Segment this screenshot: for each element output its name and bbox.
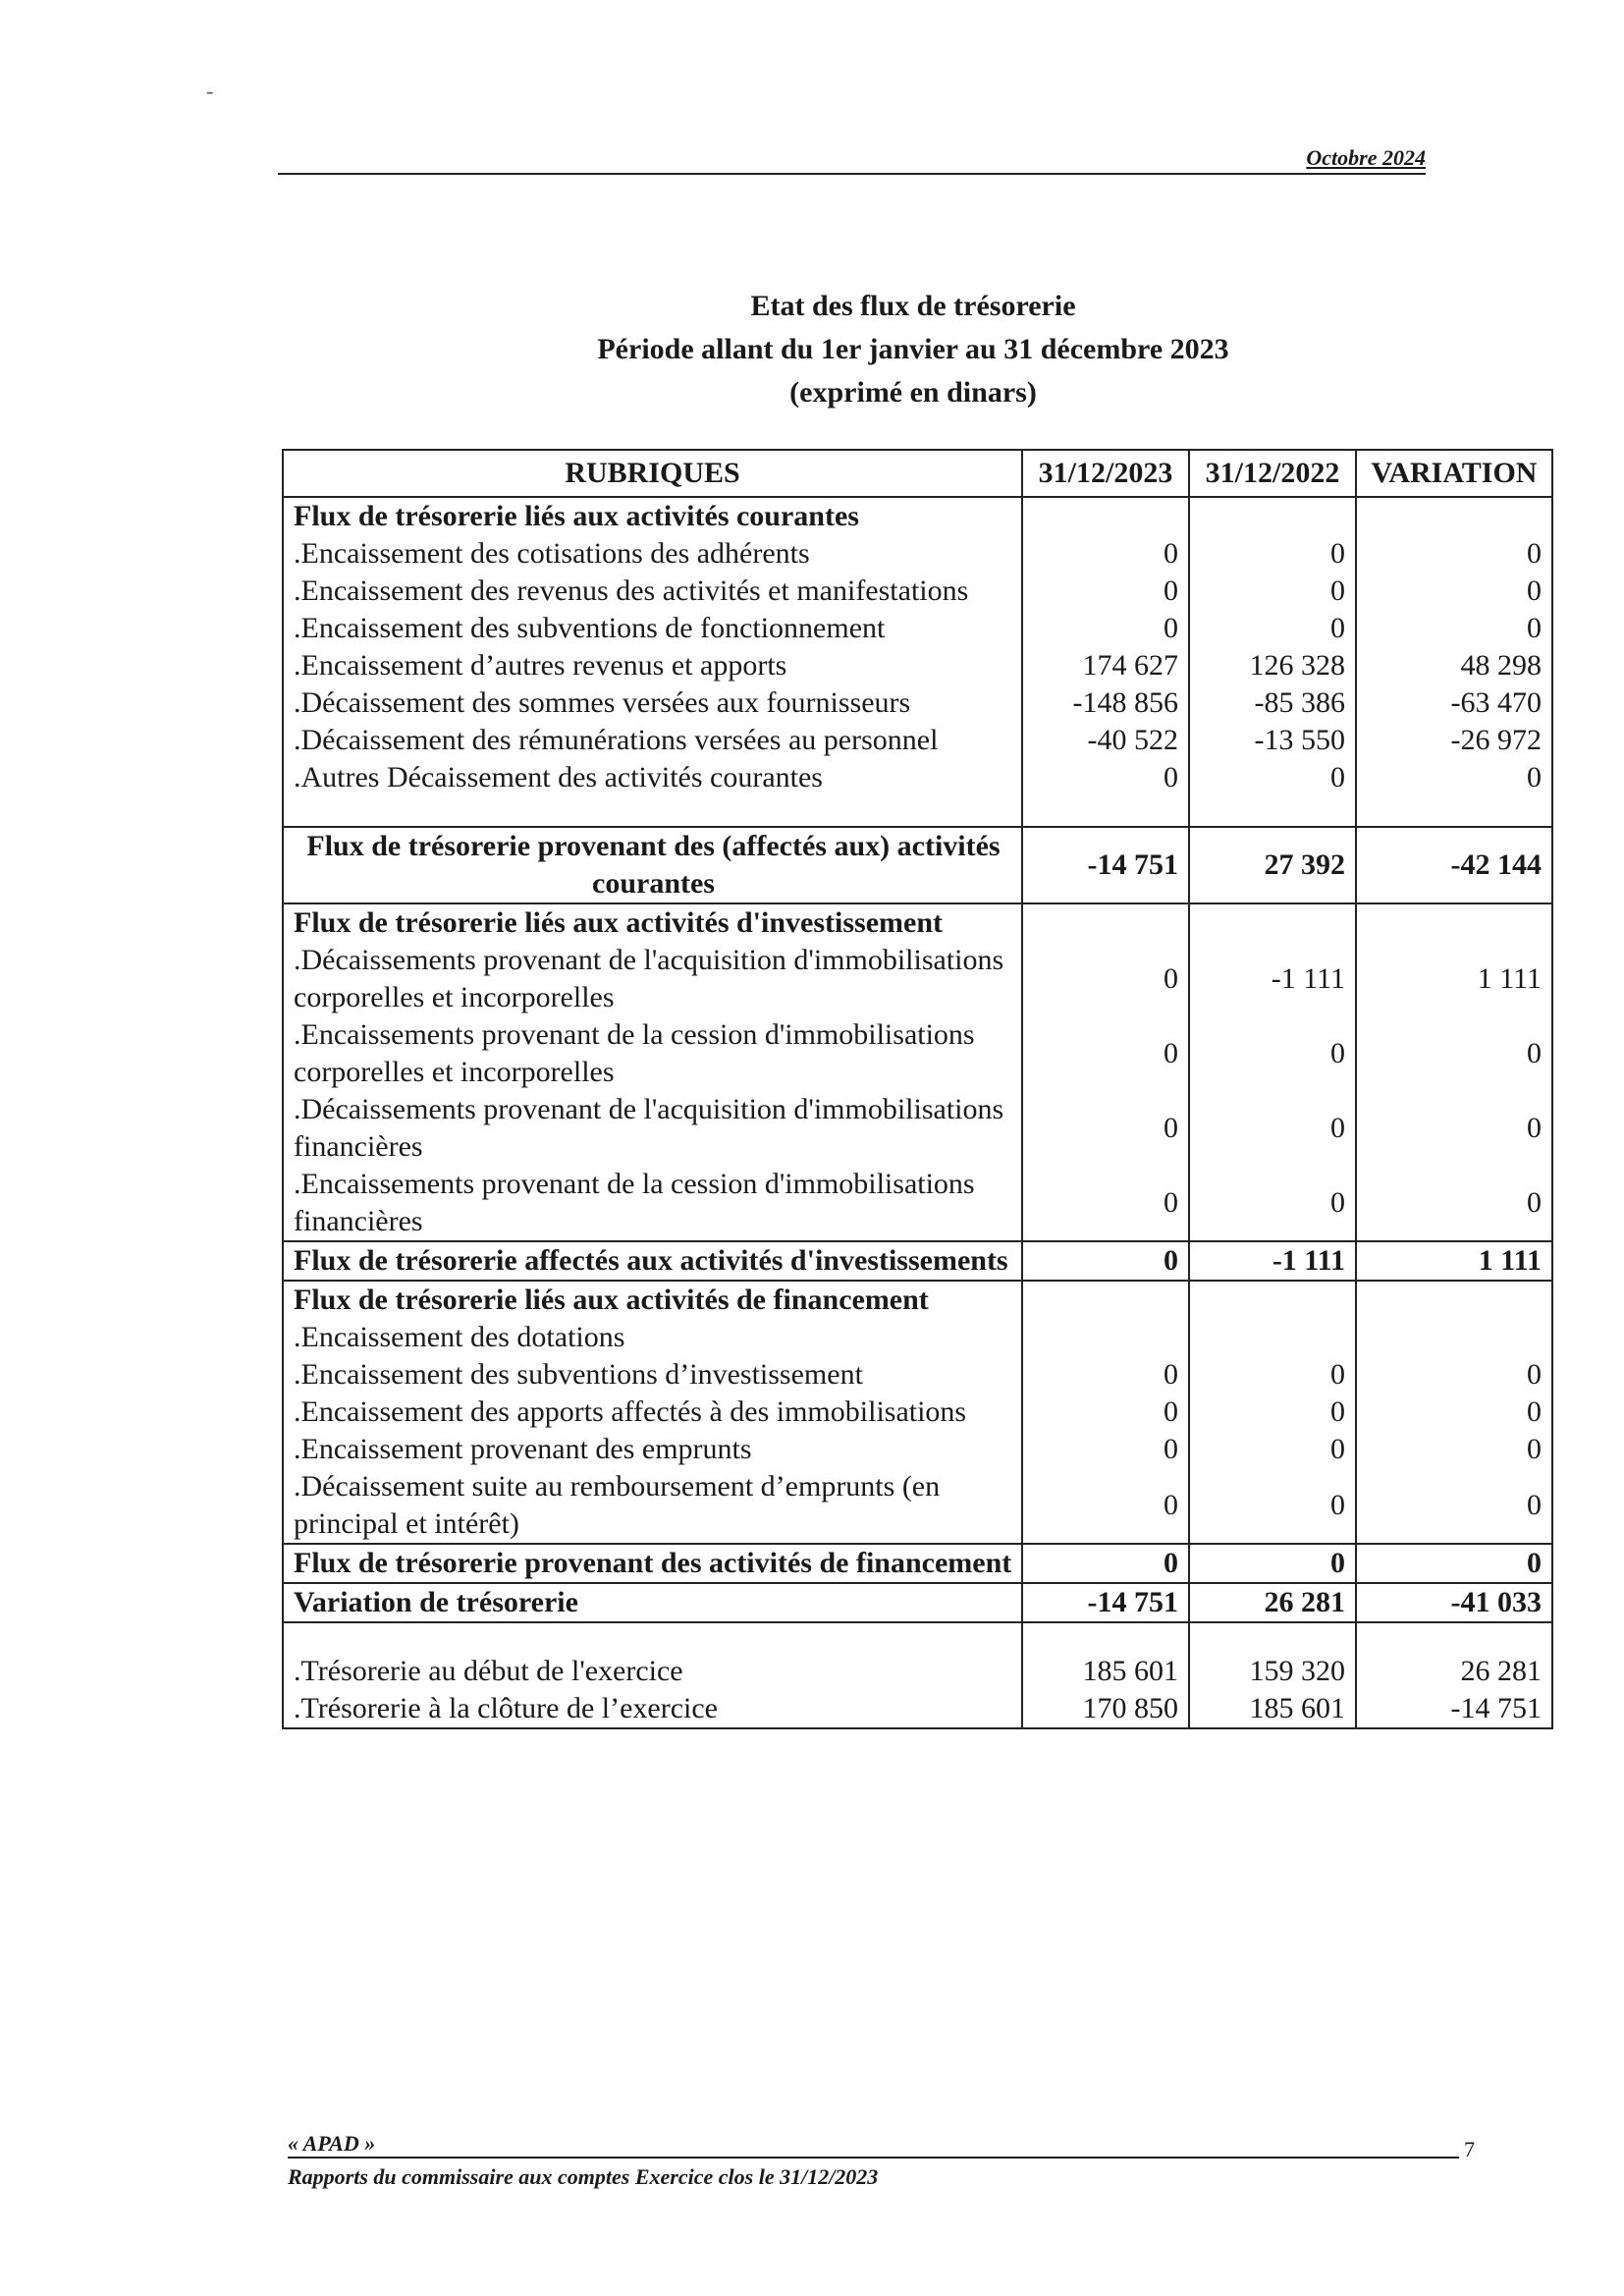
- value-2022: 0: [1189, 1431, 1356, 1468]
- value-2023: 0: [1022, 1468, 1189, 1544]
- footer-organization: « APAD »: [288, 2131, 376, 2156]
- table-row: [283, 1091, 1552, 1166]
- table-row: [283, 535, 1552, 573]
- row-label: .Encaissement provenant des emprunts: [283, 1431, 1022, 1468]
- table-row: [283, 573, 1552, 610]
- value-2023: 0: [1022, 1394, 1189, 1431]
- value-2023: 170 850: [1022, 1690, 1189, 1728]
- row-label: .Décaissement des sommes versées aux fournisseurs: [283, 684, 1022, 722]
- scan-mark: -: [206, 79, 214, 103]
- row-label: Variation de trésorerie: [283, 1583, 1022, 1622]
- spacer-row: [283, 796, 1552, 827]
- row-label: .Encaissement des subventions d’investissement: [283, 1356, 1022, 1394]
- cash-flow-table: [282, 449, 1553, 1729]
- value-2023: 0: [1022, 1091, 1189, 1166]
- value-2022: 0: [1189, 1166, 1356, 1241]
- value-2023: 0: [1022, 1431, 1189, 1468]
- value-variation: -41 033: [1356, 1583, 1552, 1622]
- table-row: [283, 722, 1552, 759]
- title-line-2: Période allant du 1er janvier au 31 décembre 2023: [597, 333, 1229, 365]
- footer-report-title: Rapports du commissaire aux comptes Exercice clos le 31/12/2023: [288, 2164, 879, 2189]
- table-row: [283, 1166, 1552, 1241]
- row-label: .Encaissement des dotations: [283, 1319, 1022, 1356]
- table-row: [283, 942, 1552, 1016]
- value-2022: 0: [1189, 1356, 1356, 1394]
- value-variation: -42 144: [1356, 827, 1552, 903]
- row-label: .Trésorerie au début de l'exercice: [283, 1653, 1022, 1690]
- table-row: [283, 1653, 1552, 1690]
- value-2022: 159 320: [1189, 1653, 1356, 1690]
- total-row: [283, 1583, 1552, 1622]
- row-label: .Décaissements provenant de l'acquisition d'immobilisations financières: [283, 1091, 1022, 1166]
- value-2022: 0: [1189, 1091, 1356, 1166]
- value-variation: 0: [1356, 1091, 1552, 1166]
- value-variation: -26 972: [1356, 722, 1552, 759]
- value-2022: 0: [1189, 759, 1356, 796]
- value-variation: 0: [1356, 759, 1552, 796]
- table-row: [283, 647, 1552, 684]
- title-line-3: (exprimé en dinars): [789, 376, 1037, 409]
- row-label: Flux de trésorerie liés aux activités courantes: [283, 497, 1022, 535]
- value-2022: -13 550: [1189, 722, 1356, 759]
- row-label: .Encaissement des subventions de fonctionnement: [283, 610, 1022, 647]
- value-2023: -148 856: [1022, 684, 1189, 722]
- value-variation: 0: [1356, 535, 1552, 573]
- value-2023: -40 522: [1022, 722, 1189, 759]
- subtotal-row: [283, 1544, 1552, 1583]
- row-label: Flux de trésorerie provenant des (affectés aux) activités courantes: [283, 827, 1022, 903]
- value-2023: 0: [1022, 1356, 1189, 1394]
- column-header-variation: VARIATION: [1356, 450, 1552, 497]
- value-2022: 0: [1189, 1394, 1356, 1431]
- value-2023: 174 627: [1022, 647, 1189, 684]
- section-header-row: [283, 497, 1552, 535]
- value-2022: 0: [1189, 1468, 1356, 1544]
- row-label: Flux de trésorerie liés aux activités de financement: [283, 1281, 1022, 1319]
- value-variation: 48 298: [1356, 647, 1552, 684]
- value-2023: 0: [1022, 1016, 1189, 1091]
- value-variation: 0: [1356, 1544, 1552, 1583]
- row-label: .Encaissement d’autres revenus et apports: [283, 647, 1022, 684]
- value-variation: 0: [1356, 1356, 1552, 1394]
- row-label: Flux de trésorerie provenant des activités de financement: [283, 1544, 1022, 1583]
- value-2023: 0: [1022, 1166, 1189, 1241]
- title-line-1: Etat des flux de trésorerie: [750, 290, 1076, 322]
- document-title: [0, 285, 1624, 414]
- value-2022: -1 111: [1189, 1241, 1356, 1281]
- value-2022: 126 328: [1189, 647, 1356, 684]
- column-header-2022: 31/12/2022: [1189, 450, 1356, 497]
- value-2023: 0: [1022, 1544, 1189, 1583]
- value-variation: -63 470: [1356, 684, 1552, 722]
- table-row: [283, 1394, 1552, 1431]
- spacer-row: [283, 1622, 1552, 1653]
- value-2023: 0: [1022, 942, 1189, 1016]
- footer-rule: [288, 2157, 1459, 2159]
- row-label: .Décaissements provenant de l'acquisition d'immobilisations corporelles et incorporelles: [283, 942, 1022, 1016]
- value-2023: -14 751: [1022, 1583, 1189, 1622]
- row-label: .Décaissement des rémunérations versées au personnel: [283, 722, 1022, 759]
- value-variation: 1 111: [1356, 942, 1552, 1016]
- row-label: .Encaissement des apports affectés à des immobilisations: [283, 1394, 1022, 1431]
- value-variation: 26 281: [1356, 1653, 1552, 1690]
- subtotal-row: [283, 827, 1552, 903]
- table-row: [283, 610, 1552, 647]
- value-variation: 0: [1356, 1166, 1552, 1241]
- section-header-row: [283, 1281, 1552, 1319]
- row-label: .Encaissement des cotisations des adhérents: [283, 535, 1022, 573]
- value-2023: 0: [1022, 759, 1189, 796]
- row-label: .Encaissement des revenus des activités et manifestations: [283, 573, 1022, 610]
- value-variation: 0: [1356, 610, 1552, 647]
- column-header-2023: 31/12/2023: [1022, 450, 1189, 497]
- table-row: [283, 1431, 1552, 1468]
- table-row: [283, 1016, 1552, 1091]
- value-variation: 0: [1356, 1431, 1552, 1468]
- row-label: .Encaissements provenant de la cession d'immobilisations corporelles et incorporelles: [283, 1016, 1022, 1091]
- subtotal-row: [283, 1241, 1552, 1281]
- page-number: 7: [1464, 2137, 1475, 2161]
- header-rule: [278, 173, 1426, 175]
- value-variation: 0: [1356, 573, 1552, 610]
- value-2022: 185 601: [1189, 1690, 1356, 1728]
- value-variation: 0: [1356, 1468, 1552, 1544]
- header-date: Octobre 2024: [1306, 145, 1426, 170]
- value-2023: 185 601: [1022, 1653, 1189, 1690]
- value-variation: 0: [1356, 1016, 1552, 1091]
- row-label: .Décaissement suite au remboursement d’emprunts (en principal et intérêt): [283, 1468, 1022, 1544]
- value-2023: -14 751: [1022, 827, 1189, 903]
- value-variation: -14 751: [1356, 1690, 1552, 1728]
- value-2023: 0: [1022, 1241, 1189, 1281]
- row-label: .Encaissements provenant de la cession d'immobilisations financières: [283, 1166, 1022, 1241]
- value-2022: 27 392: [1189, 827, 1356, 903]
- value-2022: -85 386: [1189, 684, 1356, 722]
- table-row: [283, 1690, 1552, 1728]
- value-2022: 0: [1189, 1016, 1356, 1091]
- table-row: [283, 759, 1552, 796]
- value-2022: 0: [1189, 535, 1356, 573]
- table-row: [283, 1356, 1552, 1394]
- section-header-row: [283, 903, 1552, 942]
- value-2022: -1 111: [1189, 942, 1356, 1016]
- value-2022: 26 281: [1189, 1583, 1356, 1622]
- table-row: [283, 1468, 1552, 1544]
- value-2022: 0: [1189, 610, 1356, 647]
- value-variation: 0: [1356, 1394, 1552, 1431]
- table-row: [283, 684, 1552, 722]
- value-variation: 1 111: [1356, 1241, 1552, 1281]
- row-label: .Autres Décaissement des activités courantes: [283, 759, 1022, 796]
- table-row: [283, 1319, 1552, 1356]
- table-header-row: [283, 450, 1552, 497]
- row-label: Flux de trésorerie liés aux activités d'investissement: [283, 903, 1022, 942]
- value-2023: 0: [1022, 535, 1189, 573]
- value-2023: 0: [1022, 610, 1189, 647]
- row-label: Flux de trésorerie affectés aux activités d'investissements: [283, 1241, 1022, 1281]
- column-header-rubriques: RUBRIQUES: [283, 450, 1022, 497]
- value-2022: 0: [1189, 1544, 1356, 1583]
- value-2023: 0: [1022, 573, 1189, 610]
- row-label: .Trésorerie à la clôture de l’exercice: [283, 1690, 1022, 1728]
- value-2022: 0: [1189, 573, 1356, 610]
